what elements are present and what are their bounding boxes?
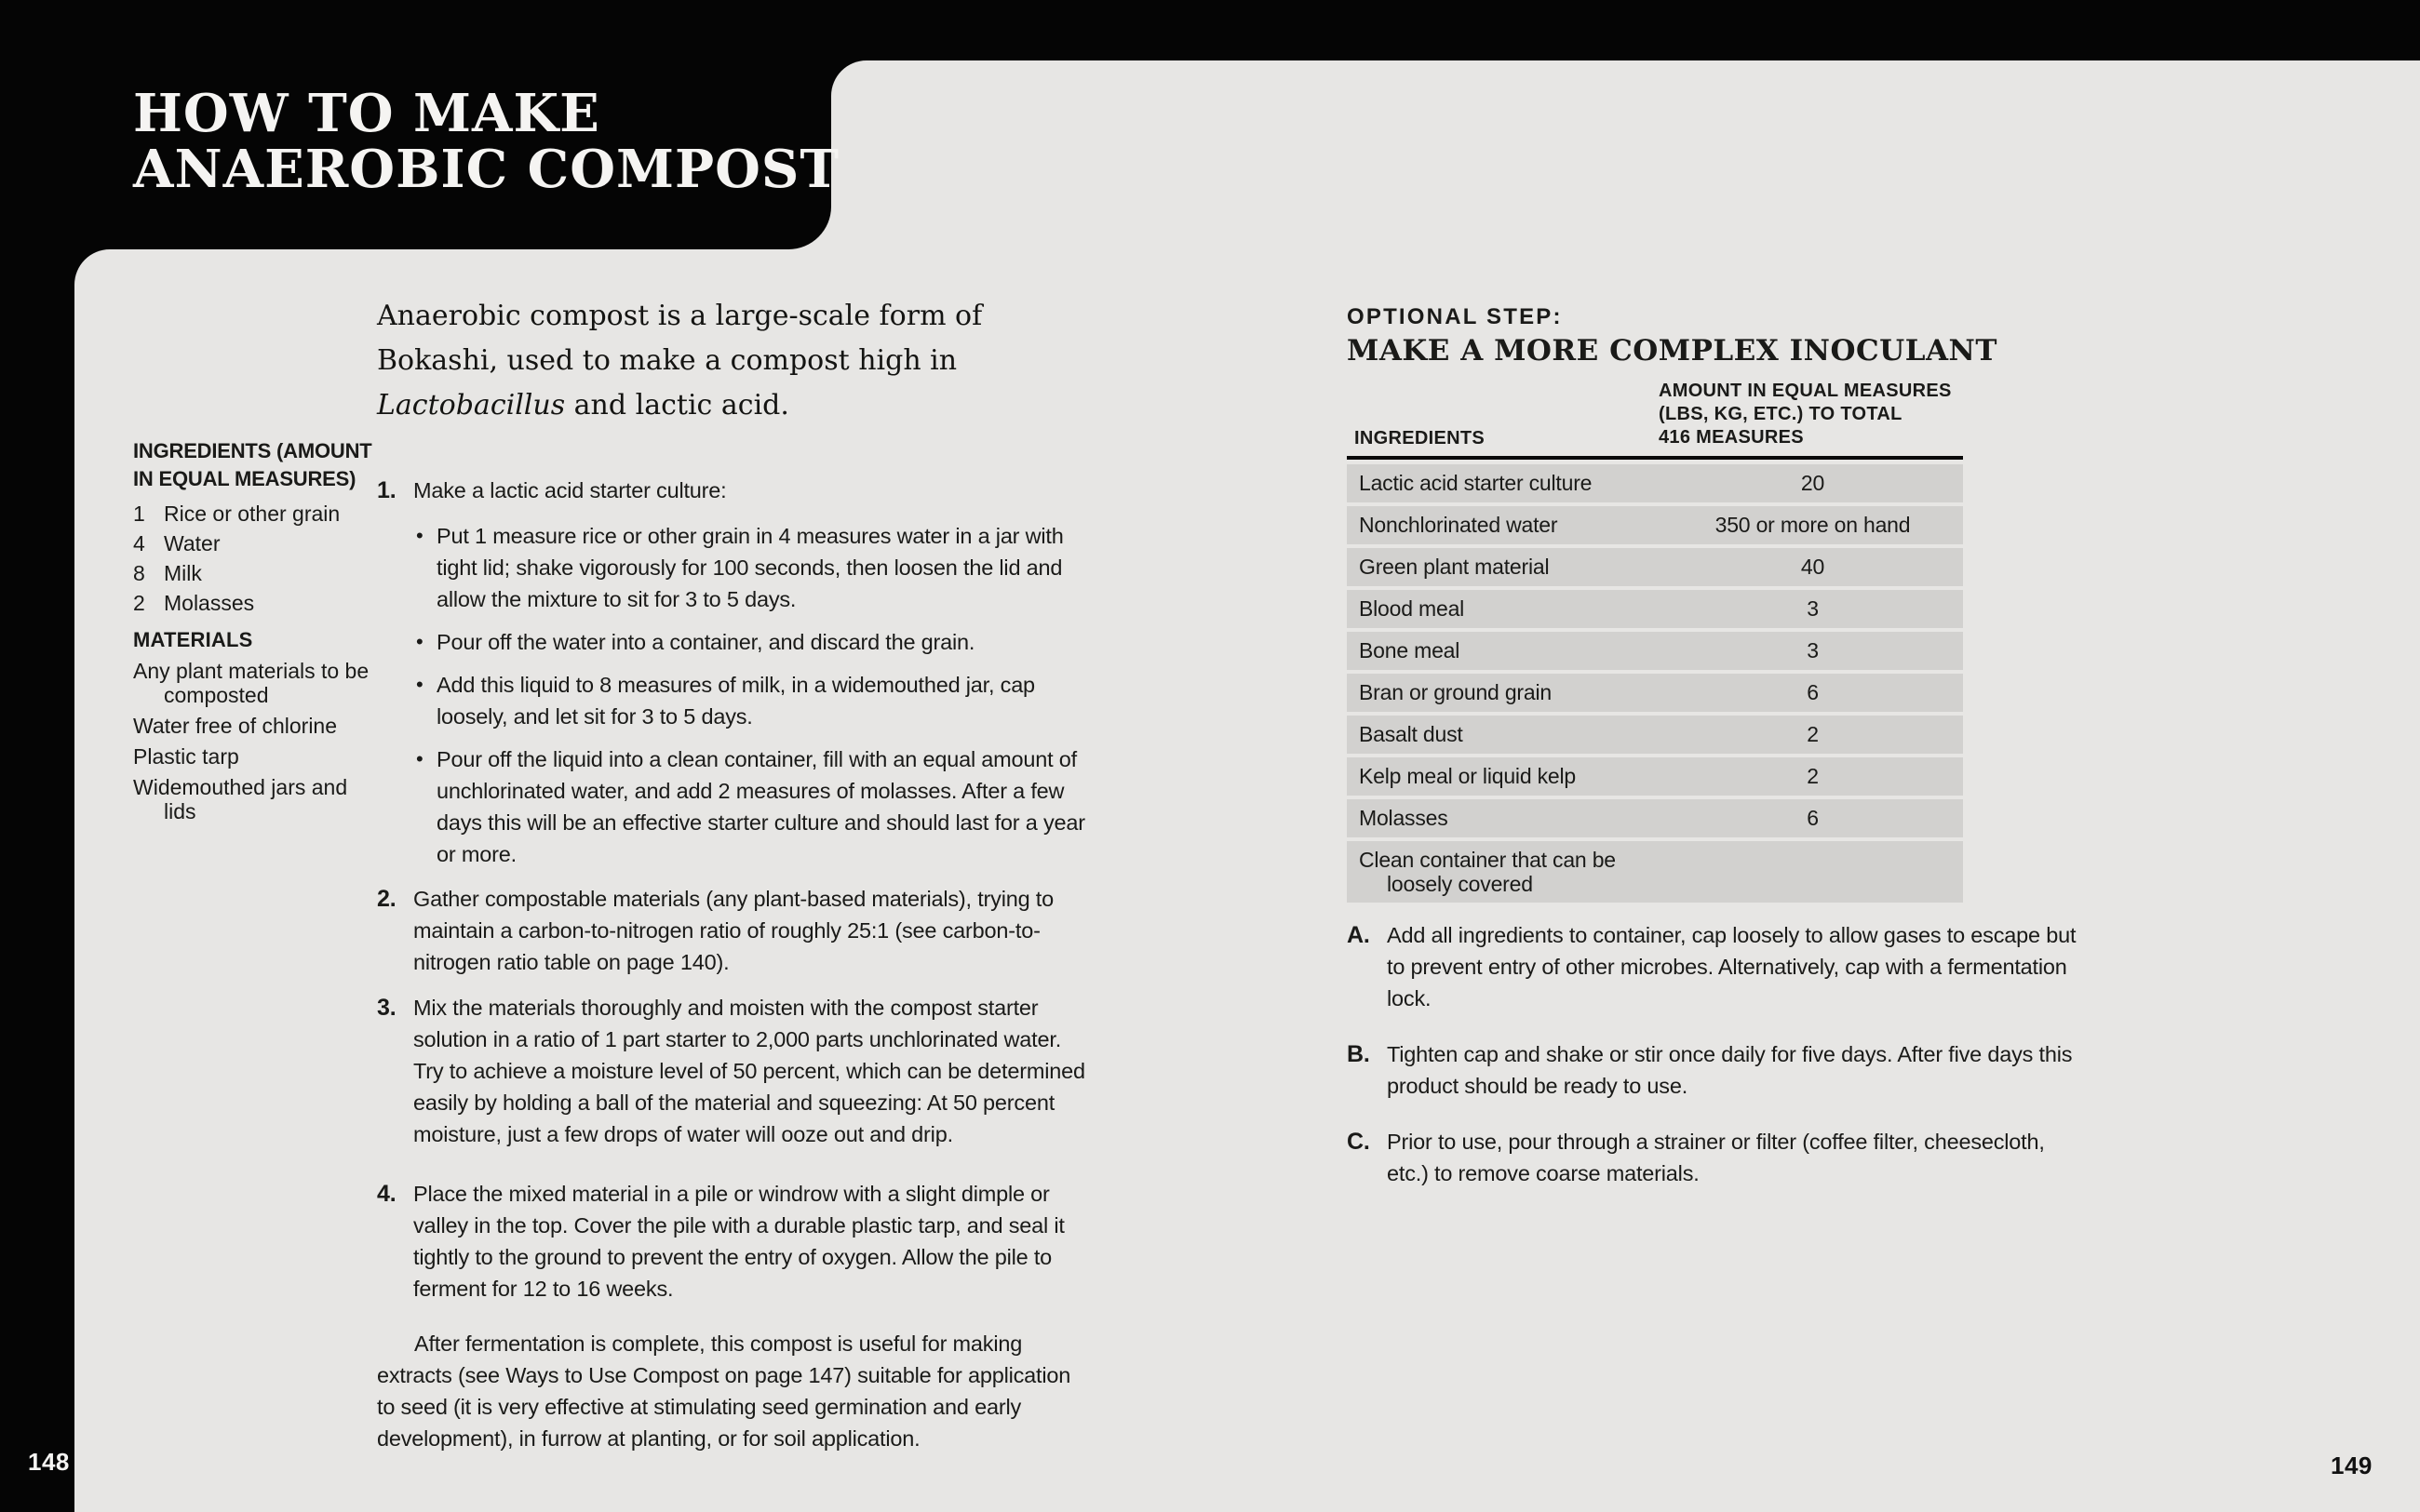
table-row: [1347, 632, 1963, 670]
lettered-steps: [1347, 919, 2084, 1189]
inoculant-table: [1347, 380, 1963, 903]
step-number: 2.: [377, 886, 397, 912]
bullet-icon: •: [416, 524, 424, 547]
row-amount: 2: [1807, 722, 1819, 746]
sidebar: [133, 437, 383, 830]
step-text: Place the mixed material in a pile or windrow with a slight dimple or valley in the top. Cover the pile with a durable plastic tarp, and seal it tightly to the ground to prevent the entry of oxygen. Allow the pile to ferment for 12 to 16 weeks.: [413, 1182, 1065, 1301]
row-amount: 3: [1807, 596, 1819, 621]
list-item: Widemouthed jars and lids: [133, 775, 348, 823]
list-item: [133, 561, 383, 585]
lettered-step: [1347, 1038, 2084, 1102]
row-amount: 6: [1807, 680, 1819, 704]
step-number: 4.: [377, 1181, 397, 1207]
lettered-step: [1347, 1126, 2084, 1189]
bullet-text: Pour off the liquid into a clean container, fill with an equal amount of unchlorinated water, and add 2 measures of molasses. After a few days this will be an effective starter culture and should last for a year or more.: [437, 747, 1085, 866]
ingredient-qty: 4: [133, 531, 145, 555]
list-item: [133, 531, 383, 555]
intro-text: and lactic acid.: [565, 389, 789, 421]
bullet-text: Add this liquid to 8 measures of milk, in a widemouthed jar, cap loosely, and let sit for 3 to 5 days.: [437, 673, 1035, 729]
list-item: Water free of chlorine: [133, 714, 338, 738]
table-row: [1347, 590, 1963, 628]
chapter-title-line1: HOW TO MAKE: [133, 83, 600, 144]
right-main-column: [1347, 303, 2084, 1213]
row-amount: 40: [1800, 555, 1825, 579]
step-text: Tighten cap and shake or stir once daily for five days. After five days this product should be ready to use.: [1387, 1042, 2073, 1098]
bullet-icon: •: [416, 747, 424, 770]
intro-italic: Lactobacillus: [377, 389, 566, 421]
row-ingredient: Blood meal: [1359, 596, 1465, 621]
table-rule: [1347, 456, 1963, 460]
numbered-step: [377, 475, 1092, 506]
list-item: [416, 520, 1092, 615]
chapter-title: [133, 83, 840, 200]
row-amount: 350 or more on hand: [1714, 513, 1911, 537]
table-header: [1347, 380, 1963, 449]
step-text: Mix the materials thoroughly and moisten with the compost starter solution in a ratio of 1 part starter to 2,000 parts unchlorinated water. Try to achieve a moisture level of 50 percent, which can be determined easily by holding a ball of the material and squeezing: At 50 percent moisture, just a few drops of water will ooze out and drip.: [413, 996, 1085, 1146]
bullet-text: Pour off the water into a container, and discard the grain.: [437, 630, 975, 654]
row-ingredient: Lactic acid starter culture: [1359, 471, 1593, 495]
lettered-step: [1347, 919, 2084, 1014]
row-amount: 20: [1800, 471, 1825, 495]
table-header-amount-line2: (LBS, KG, ETC.) TO TOTAL: [1659, 404, 1902, 424]
step-text: Add all ingredients to container, cap loosely to allow gases to escape but to prevent entry of other microbes. Alternatively, cap with a fermentation lock.: [1387, 923, 2077, 1010]
closing-paragraph: After fermentation is complete, this compost is useful for making extracts (see Ways to Use Compost on page 147) suitable for application to seed (it is very effective at stimulating seed germination and early development), in furrow at planting, or for soil application.: [377, 1331, 1071, 1451]
row-ingredient: Kelp meal or liquid kelp: [1359, 764, 1576, 788]
ingredient-name: Molasses: [164, 591, 255, 615]
table-row: [1347, 506, 1963, 544]
ingredients-heading: INGREDIENTS (AMOUNT IN EQUAL MEASURES): [133, 439, 372, 490]
optional-step-heading: MAKE A MORE COMPLEX INOCULANT: [1347, 334, 1997, 368]
step-number: 1.: [377, 477, 397, 503]
title-block: [0, 0, 840, 249]
intro-paragraph: [377, 294, 1073, 428]
step-text: Prior to use, pour through a strainer or filter (coffee filter, cheesecloth, etc.) to remove coarse materials.: [1387, 1130, 2045, 1185]
step-letter: C.: [1347, 1129, 1370, 1155]
step-number: 3.: [377, 995, 397, 1021]
left-main-column: [377, 294, 1092, 1454]
table-row: [1347, 841, 1963, 903]
row-amount: 6: [1807, 806, 1819, 830]
table-header-amount: [1659, 380, 1963, 449]
chapter-title-line2: ANAEROBIC COMPOST: [133, 139, 840, 200]
list-item: [133, 591, 383, 615]
row-amount: 2: [1807, 764, 1819, 788]
row-ingredient: Green plant material: [1359, 555, 1550, 579]
row-amount: 3: [1807, 638, 1819, 662]
row-ingredient: Nonchlorinated water: [1359, 513, 1558, 537]
table-header-amount-line3: 416 MEASURES: [1659, 427, 1804, 448]
ingredient-qty: 2: [133, 591, 145, 615]
list-item: [416, 626, 1092, 658]
bullet-icon: •: [416, 673, 424, 696]
page-number-left: 148: [28, 1448, 70, 1476]
ingredient-name: Water: [164, 531, 221, 555]
bullet-icon: •: [416, 630, 424, 653]
numbered-step: [377, 1178, 1092, 1305]
list-item: Any plant materials to be composted: [133, 659, 370, 707]
ingredient-qty: 1: [133, 502, 145, 526]
step-letter: B.: [1347, 1041, 1370, 1067]
list-item: Plastic tarp: [133, 744, 239, 769]
table-row: [1347, 548, 1963, 586]
bullet-text: Put 1 measure rice or other grain in 4 measures water in a jar with tight lid; shake vigorously for 100 seconds, then loosen the lid and allow the mixture to sit for 3 to 5 days.: [437, 524, 1064, 611]
optional-step-kicker: OPTIONAL STEP:: [1347, 304, 1563, 329]
list-item: [133, 502, 383, 526]
table-header-amount-line1: AMOUNT IN EQUAL MEASURES: [1659, 381, 1952, 401]
table-header-ingredients: INGREDIENTS: [1354, 428, 1485, 448]
numbered-step: [377, 883, 1092, 978]
table-row: [1347, 674, 1963, 712]
corner-fillet-below: [74, 249, 110, 285]
step-letter: A.: [1347, 922, 1370, 948]
table-row: [1347, 799, 1963, 837]
numbered-step: [377, 992, 1092, 1150]
bullet-list: [416, 520, 1092, 870]
table-row: [1347, 757, 1963, 796]
row-ingredient: Bran or ground grain: [1359, 680, 1552, 704]
intro-text: Anaerobic compost is a large-scale form of Bokashi, used to make a compost high in: [377, 300, 983, 377]
ingredient-qty: 8: [133, 561, 145, 585]
step-text: Gather compostable materials (any plant-based materials), trying to maintain a carbon-to-nitrogen ratio of roughly 25:1 (see carbon-to-nitrogen ratio table on page 140).: [413, 887, 1054, 974]
row-ingredient: Molasses: [1359, 806, 1448, 830]
step-text: Make a lactic acid starter culture:: [413, 478, 727, 502]
list-item: [416, 669, 1092, 732]
ingredient-name: Milk: [164, 561, 202, 585]
row-ingredient: Bone meal: [1359, 638, 1460, 662]
ingredient-name: Rice or other grain: [164, 502, 341, 526]
table-row: [1347, 464, 1963, 502]
materials-heading: MATERIALS: [133, 628, 253, 651]
row-ingredient: Basalt dust: [1359, 722, 1463, 746]
table-row: [1347, 716, 1963, 754]
row-ingredient: Clean container that can be loosely covered: [1359, 848, 1616, 896]
list-item: [416, 743, 1092, 870]
page-number-right: 149: [2331, 1452, 2373, 1479]
